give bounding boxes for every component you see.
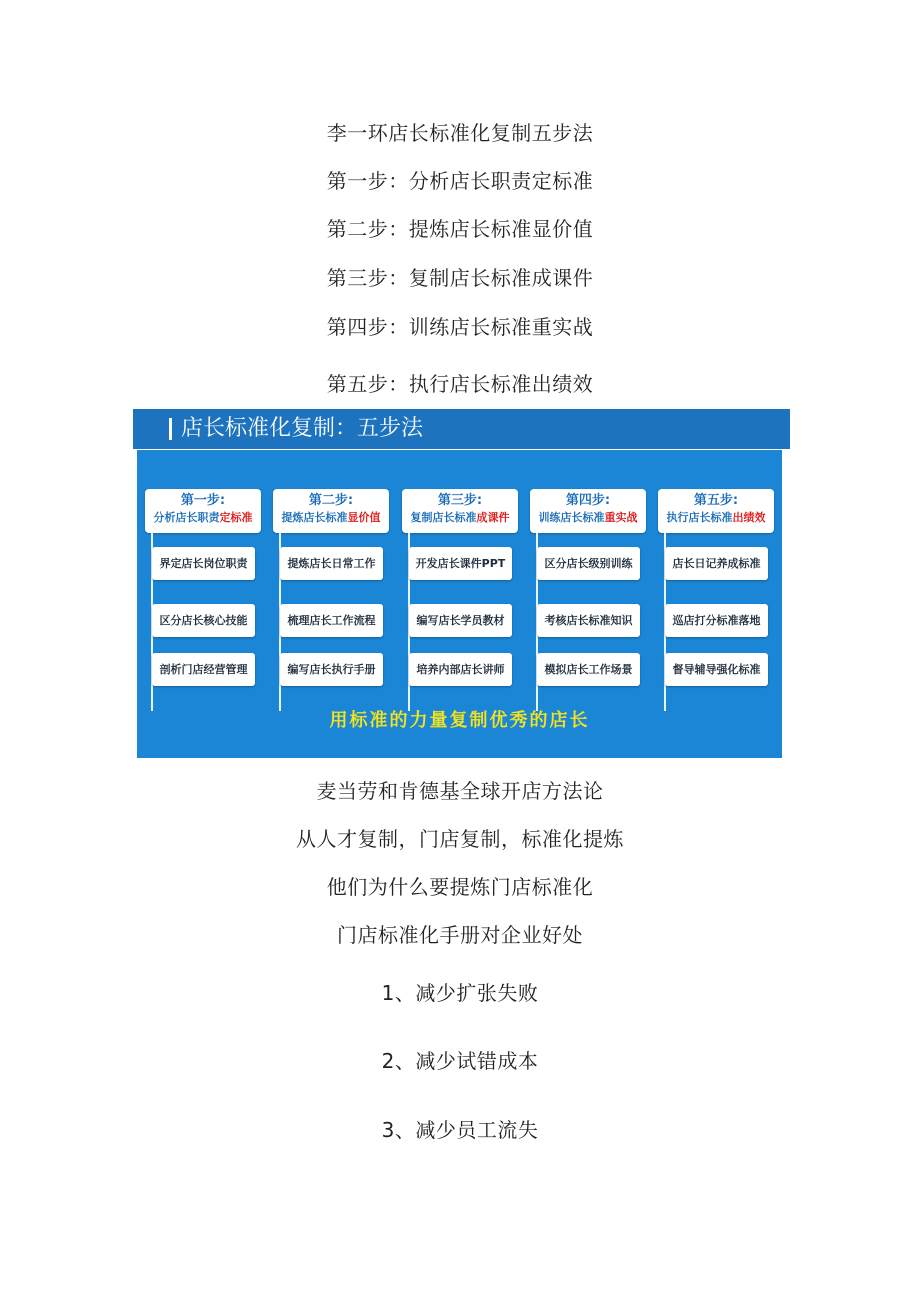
column-item: 店长日记养成标准 (665, 547, 768, 580)
column-header-5 (658, 489, 774, 533)
column-step: 第二步: (308, 493, 354, 508)
benefit-item-3: 3、减少员工流失 (381, 1118, 539, 1142)
column-subtitle: 训练店长标准重实战 (538, 511, 638, 524)
column-item: 区分店长级别训练 (537, 547, 640, 580)
benefit-heading: 门店标准化手册对企业好处 (337, 923, 583, 947)
methodology-line: 麦当劳和肯德基全球开店方法论 (316, 779, 604, 803)
column-subtitle: 复制店长标准成课件 (410, 511, 510, 524)
title-bar-icon (169, 418, 172, 440)
column-item: 区分店长核心技能 (152, 604, 255, 637)
question-line: 他们为什么要提炼门店标准化 (326, 875, 594, 899)
banner-title: 店长标准化复制：五步法 (181, 416, 424, 441)
column-step: 第三步: (437, 493, 483, 508)
column-item: 梳理店长工作流程 (280, 604, 383, 637)
banner-slogan: 用标准的力量复制优秀的店长 (329, 710, 590, 731)
column-item: 界定店长岗位职责 (152, 547, 255, 580)
column-step: 第五步: (693, 493, 739, 508)
column-item: 剖析门店经营管理 (152, 653, 255, 686)
column-subtitle: 分析店长职责定标准 (153, 511, 253, 524)
step-line-5: 第五步：执行店长标准出绩效 (326, 372, 594, 396)
column-subtitle: 提炼店长标准显价值 (281, 511, 381, 524)
step-line-4: 第四步：训练店长标准重实战 (326, 315, 594, 339)
column-step: 第一步: (180, 493, 226, 508)
five-step-banner (133, 409, 790, 758)
column-item: 巡店打分标准落地 (665, 604, 768, 637)
replication-line: 从人才复制，门店复制，标准化提炼 (296, 827, 624, 851)
column-item: 开发店长课件PPT (409, 547, 512, 580)
banner-header (133, 409, 790, 449)
column-item: 督导辅导强化标准 (665, 653, 768, 686)
column-item: 提炼店长日常工作 (280, 547, 383, 580)
column-item: 考核店长标准知识 (537, 604, 640, 637)
benefit-item-2: 2、减少试错成本 (381, 1049, 539, 1073)
column-header-3 (402, 489, 518, 533)
column-step: 第四步: (565, 493, 611, 508)
column-subtitle: 执行店长标准出绩效 (666, 511, 766, 524)
column-item: 编写店长执行手册 (280, 653, 383, 686)
step-line-1: 第一步：分析店长职责定标准 (326, 169, 594, 193)
column-item: 模拟店长工作场景 (537, 653, 640, 686)
column-header-1 (145, 489, 261, 533)
column-item: 编写店长学员教材 (409, 604, 512, 637)
step-line-3: 第三步：复制店长标准成课件 (326, 266, 594, 290)
banner-body (137, 450, 782, 758)
column-header-4 (530, 489, 646, 533)
benefit-item-1: 1、减少扩张失败 (381, 981, 539, 1005)
doc-title: 李一环店长标准化复制五步法 (326, 121, 594, 145)
column-item: 培养内部店长讲师 (409, 653, 512, 686)
step-line-2: 第二步：提炼店长标准显价值 (326, 217, 594, 241)
column-header-2 (273, 489, 389, 533)
